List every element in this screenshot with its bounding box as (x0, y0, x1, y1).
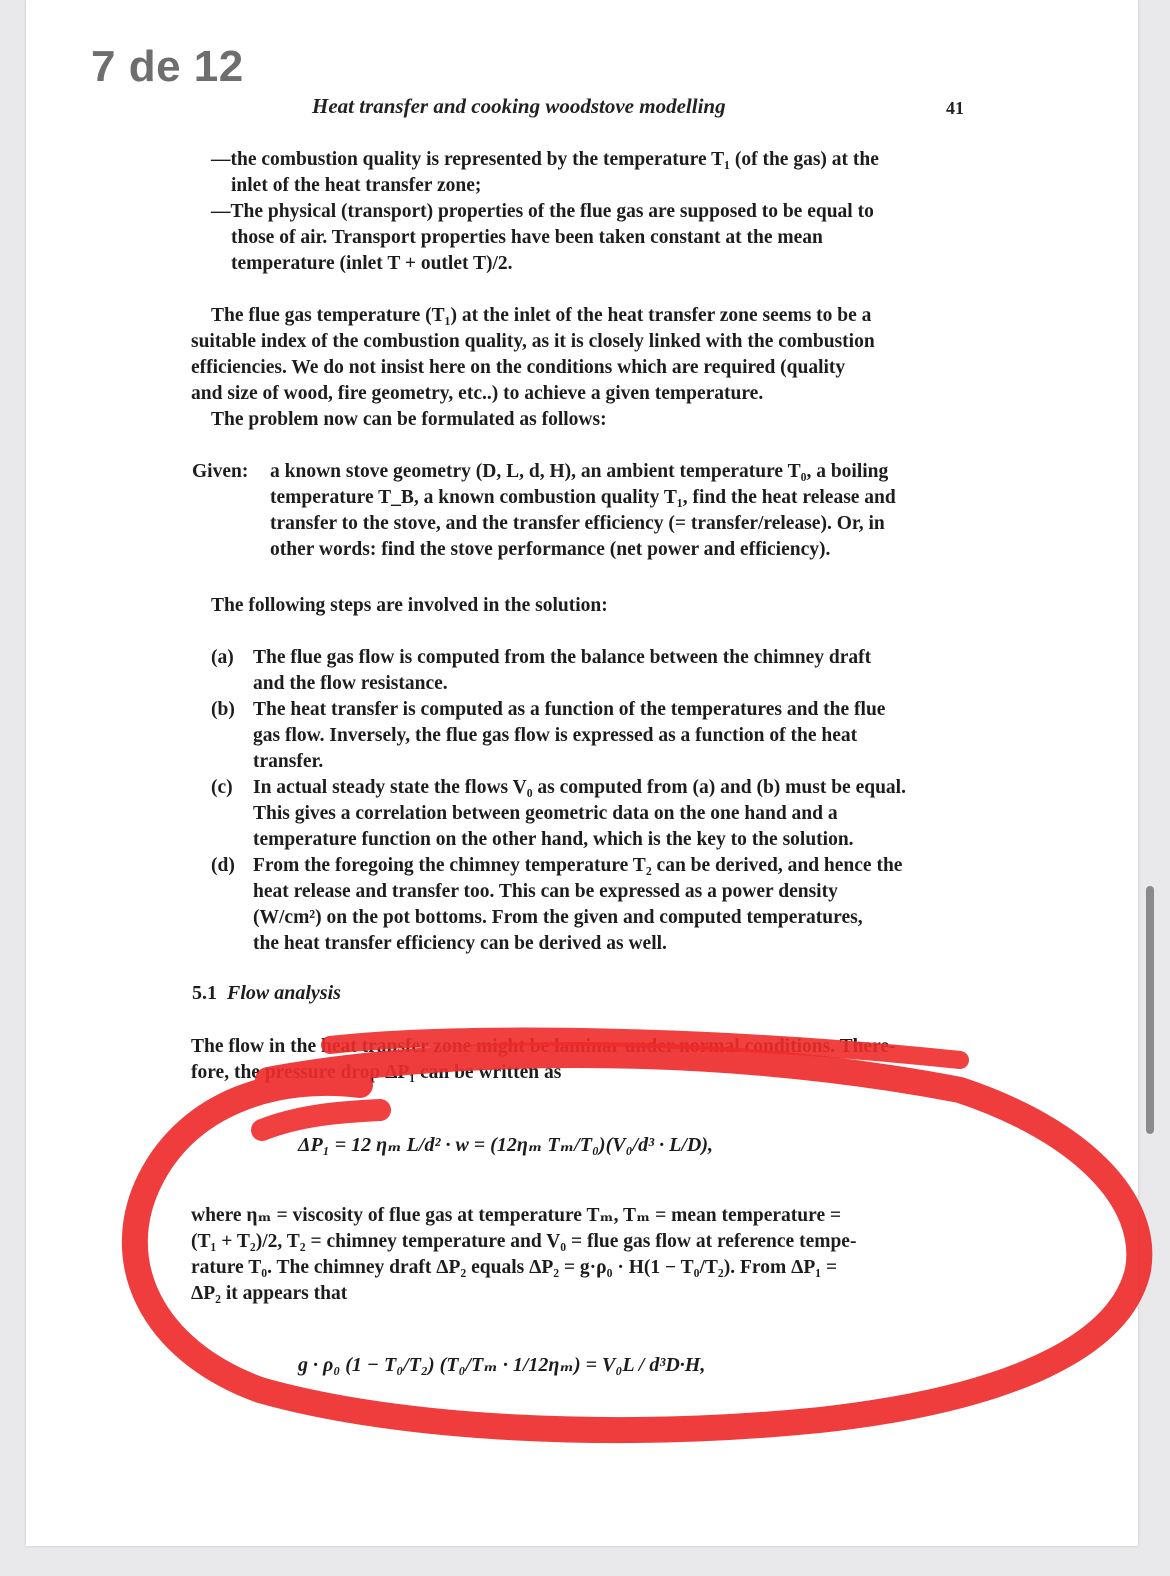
text-line: temperature (inlet T + outlet T)/2. (231, 253, 513, 274)
text-line: those of air. Transport properties have been taken constant at the mean (231, 227, 823, 248)
text-line: transfer to the stove, and the transfer efficiency (= transfer/release). Or, in (270, 513, 885, 534)
section-number: 5.1 (192, 982, 217, 1004)
given-label: Given: (192, 461, 249, 482)
text-line: the heat transfer efficiency can be derived as well. (253, 933, 667, 954)
step-label: (d) (211, 855, 235, 876)
text-line: other words: find the stove performance (net power and efficiency). (270, 539, 831, 560)
text-line: rature T₀. The chimney draft ΔP₂ equals ΔP₂ = g·ρ₀ · H(1 − T₀/T₂). From ΔP₁ = (191, 1257, 838, 1278)
text-line: (T₁ + T₂)/2, T₂ = chimney temperature and V₀ = flue gas flow at reference tempe- (191, 1231, 857, 1252)
steps-intro: The following steps are involved in the solution: (211, 595, 608, 616)
step-label: (c) (211, 777, 233, 798)
text-line: The flow in the heat transfer zone might be laminar under normal conditions. There- (191, 1036, 896, 1057)
step-label: (b) (211, 699, 235, 720)
section-title: Flow analysis (227, 982, 341, 1004)
section-heading (192, 982, 341, 1005)
text-line: The problem now can be formulated as follows: (211, 409, 607, 430)
step-label: (a) (211, 647, 234, 668)
text-line: temperature function on the other hand, which is the key to the solution. (253, 829, 854, 850)
paragraph-combustion (191, 303, 969, 433)
text-line: a known stove geometry (D, L, d, H), an ambient temperature T₀, a boiling (270, 461, 889, 482)
text-line: transfer. (253, 751, 324, 772)
equation-pressure-drop: ΔP₁ = 12 ηₘ L/d² · w = (12ηₘ Tₘ/T₀)(V₀/d³ · L/D), (298, 1134, 713, 1156)
scrollbar-thumb[interactable] (1146, 886, 1154, 1134)
step-d (253, 853, 971, 957)
step-c (253, 775, 971, 853)
text-line: efficiencies. We do not insist here on the conditions which are required (quality (191, 357, 846, 378)
bullet-2 (211, 199, 969, 277)
given-text (270, 459, 970, 563)
paragraph-flow (191, 1034, 973, 1086)
page-number: 41 (946, 98, 964, 118)
text-line: and size of wood, fire geometry, etc..) to achieve a given temperature. (191, 383, 764, 404)
text-line: The flue gas temperature (T₁) at the inlet of the heat transfer zone seems to be a (211, 305, 872, 326)
text-line: fore, the pressure drop ΔP₁ can be written as (191, 1062, 562, 1083)
text-line: gas flow. Inversely, the flue gas flow is expressed as a function of the heat (253, 725, 858, 746)
text-line: and the flow resistance. (253, 673, 448, 694)
text-line: inlet of the heat transfer zone; (231, 175, 482, 196)
text-line: ΔP₂ it appears that (191, 1283, 348, 1304)
text-line: (W/cm²) on the pot bottoms. From the given and computed temperatures, (253, 907, 863, 928)
text-line: The heat transfer is computed as a function of the temperatures and the flue (253, 699, 886, 720)
text-line: This gives a correlation between geometric data on the one hand and a (253, 803, 838, 824)
running-head: Heat transfer and cooking woodstove modelling (312, 94, 726, 118)
step-b (253, 697, 971, 775)
text-line: suitable index of the combustion quality, as it is closely linked with the combustion (191, 331, 875, 352)
equation-draft-balance: g · ρ₀ (1 − T₀/T₂) (T₀/Tₘ · 1/12ηₘ) = V₀L / d³D·H, (298, 1354, 706, 1376)
text-line: temperature T_B, a known combustion quality T₁, find the heat release and (270, 487, 896, 508)
paragraph-where (191, 1203, 973, 1307)
text-line: heat release and transfer too. This can be expressed as a power density (253, 881, 838, 902)
page-counter: 7 de 12 (91, 42, 244, 91)
text-line: From the foregoing the chimney temperature T₂ can be derived, and hence the (253, 855, 903, 876)
text-line: —the combustion quality is represented by the temperature T₁ (of the gas) at the (211, 149, 879, 170)
text-line: —The physical (transport) properties of the flue gas are supposed to be equal to (211, 201, 874, 222)
text-line: The flue gas flow is computed from the balance between the chimney draft (253, 647, 872, 668)
bullet-1 (211, 147, 969, 199)
text-line: where ηₘ = viscosity of flue gas at temperature Tₘ, Tₘ = mean temperature = (191, 1205, 842, 1226)
step-a (253, 645, 971, 697)
text-line: In actual steady state the flows V₀ as computed from (a) and (b) must be equal. (253, 777, 906, 798)
